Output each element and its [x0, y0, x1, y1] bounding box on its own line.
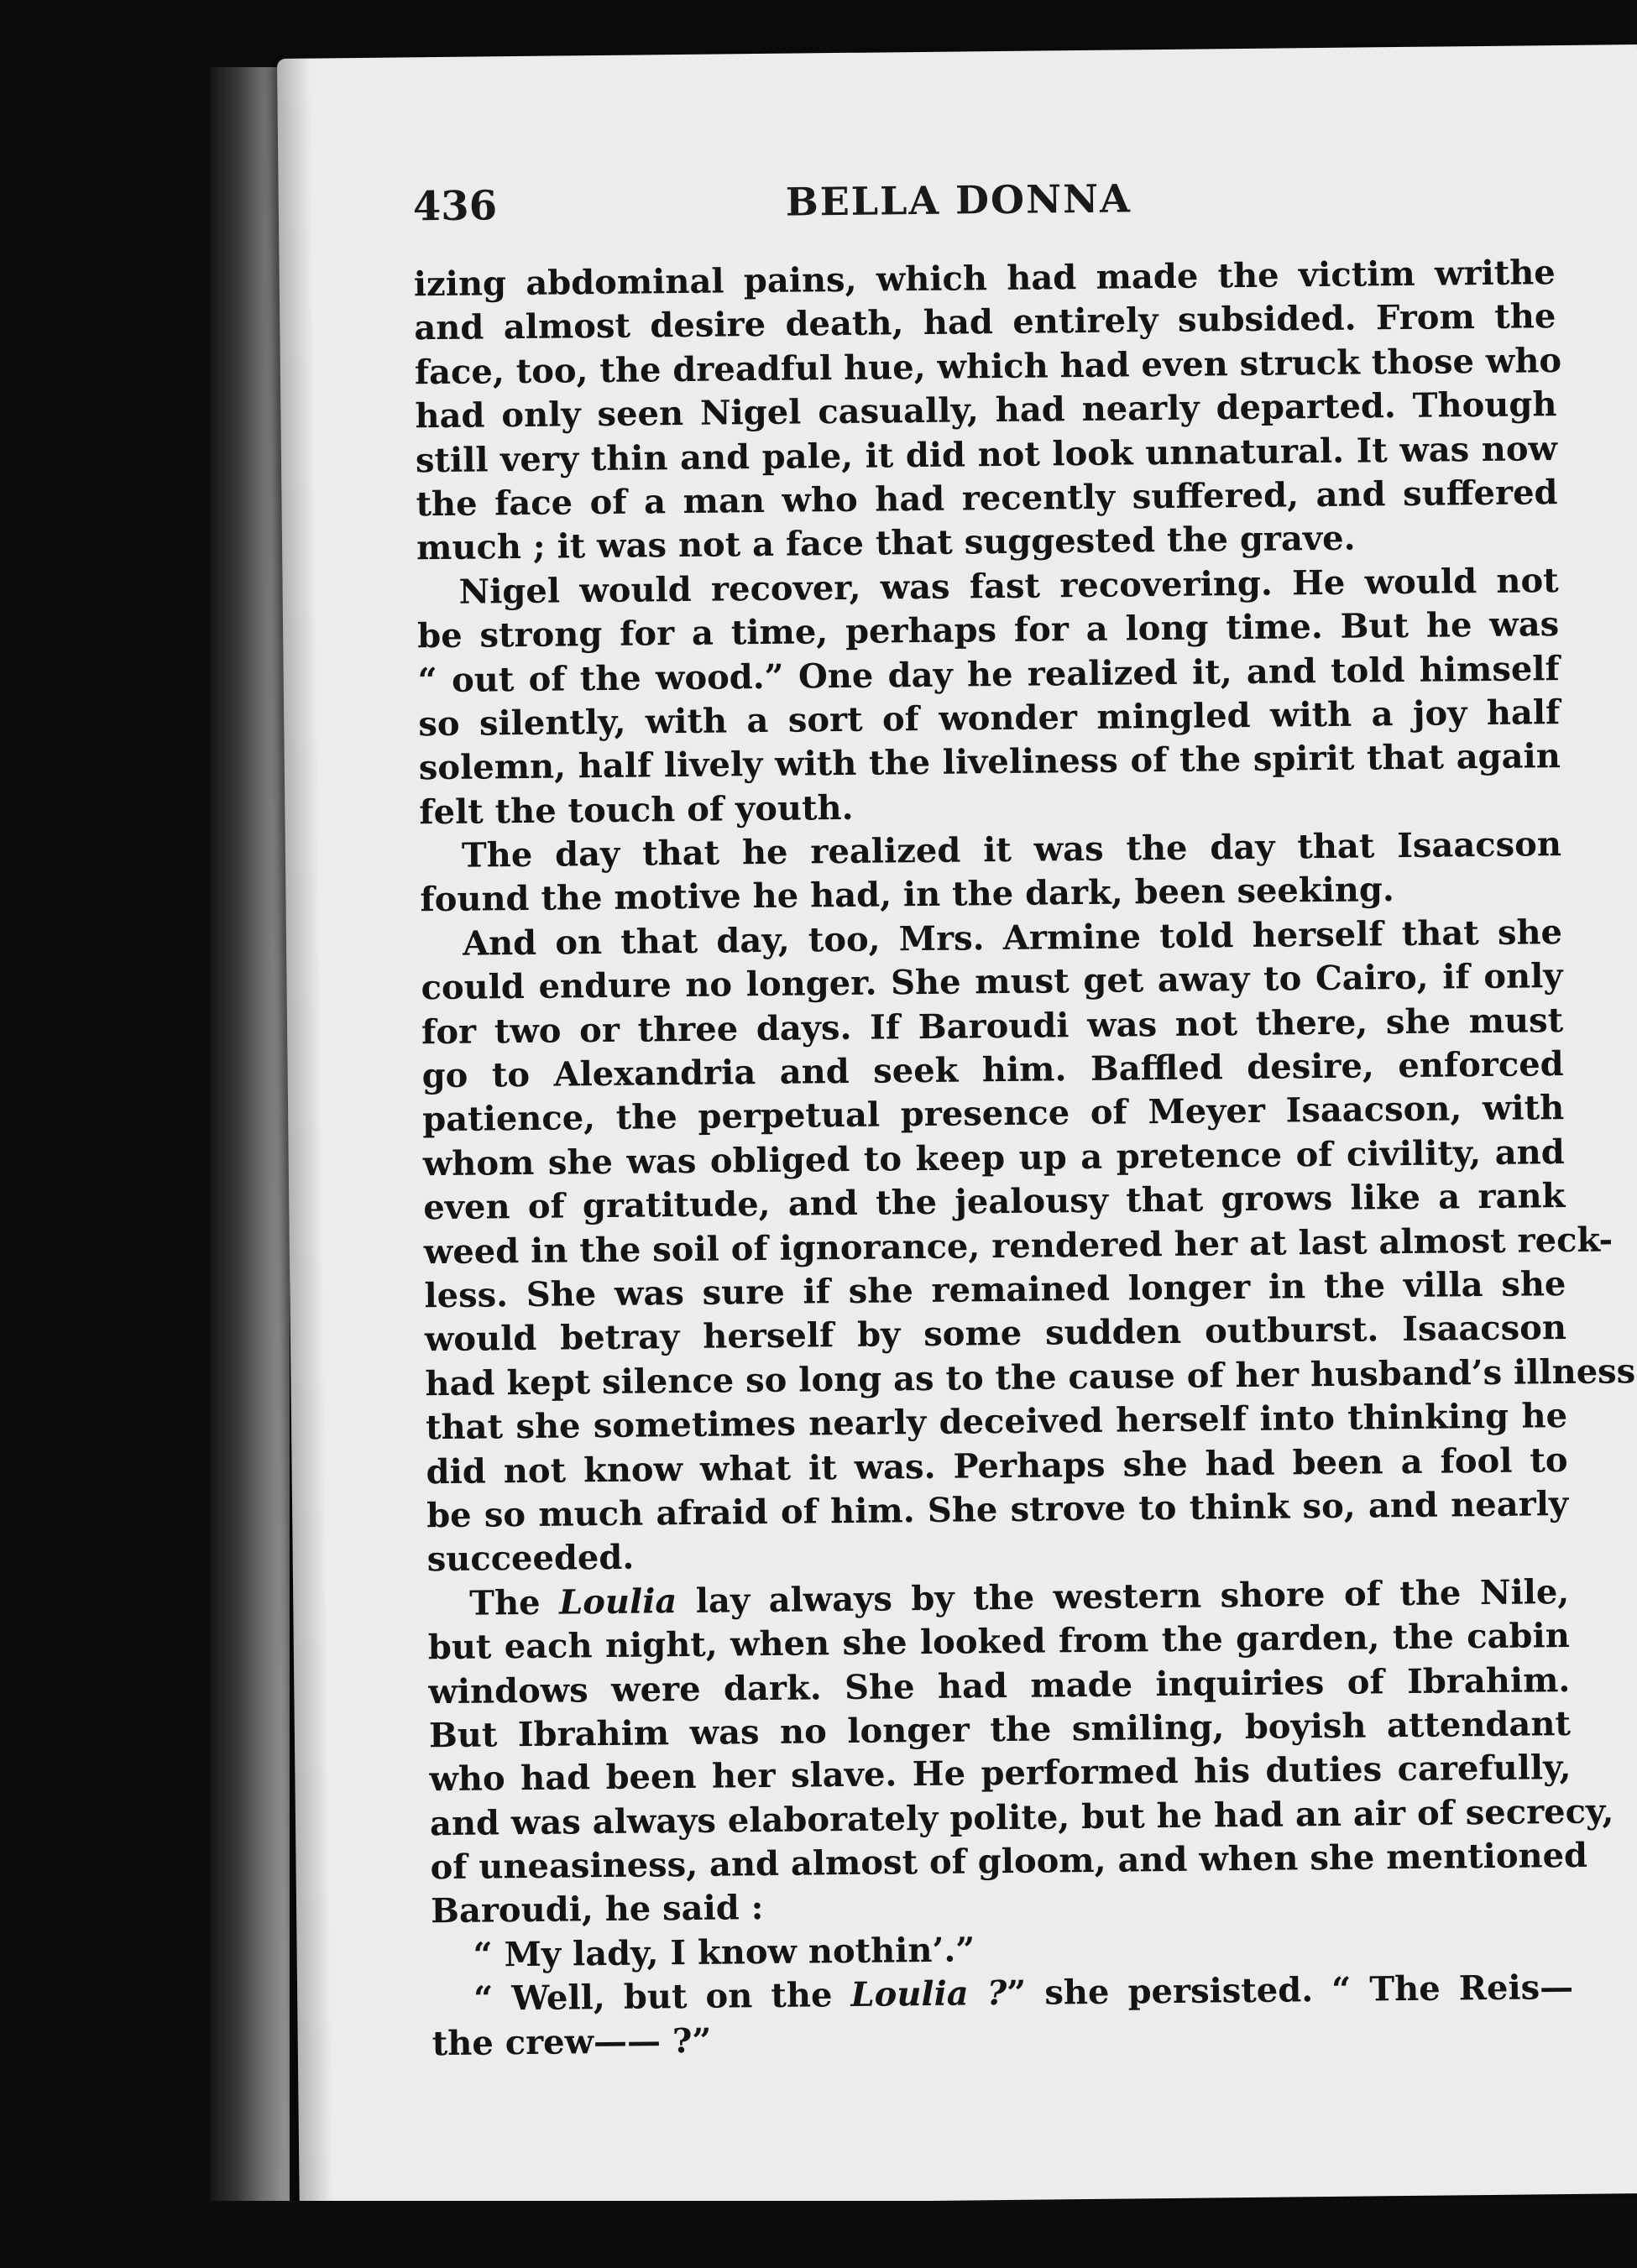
- text-line: solemn, half lively with the liveliness of the spirit that again: [418, 736, 1561, 788]
- text-line: izing abdominal pains, which had made the victim writhe: [413, 253, 1556, 305]
- text-line: had kept silence so long as to the cause of her husband’s illness: [425, 1351, 1636, 1404]
- text-line: still very thin and pale, it did not look unnatural. It was now: [415, 428, 1558, 480]
- text-line: found the motive he had, in the dark, been seeking.: [420, 870, 1394, 920]
- text-line: succeeded.: [426, 1537, 635, 1580]
- text-line: face, too, the dreadful hue, which had even struck those who: [414, 340, 1562, 393]
- text-line: the face of a man who had recently suffered, and suffered: [416, 473, 1558, 525]
- text-line: that she sometimes nearly deceived herself into thinking he: [425, 1396, 1568, 1448]
- text-line: for two or three days. If Baroudi was not there, she must: [421, 1000, 1564, 1052]
- text-span: The: [469, 1582, 560, 1623]
- text-line: so silently, with a sort of wonder mingled with a joy half: [418, 692, 1561, 745]
- text-line: had only seen Nigel casually, had nearly departed. Though: [415, 384, 1557, 436]
- text-line: Nigel would recover, was fast recovering. He would not: [458, 560, 1559, 612]
- text-line: but each night, when she looked from the garden, the cabin: [427, 1616, 1571, 1668]
- text-line: who had been her slave. He performed his duties carefully,: [429, 1748, 1572, 1800]
- text-line: whom she was obliged to keep up a pretence of civility, and: [422, 1131, 1565, 1184]
- text-line: and was always elaborately polite, but he had an air of secrecy,: [429, 1791, 1614, 1843]
- text-line: much ; it was not a face that suggested the grave.: [416, 518, 1356, 568]
- text-line: be strong for a time, perhaps for a long time. But he was: [416, 604, 1560, 656]
- running-head: BELLA DONNA: [785, 175, 1132, 225]
- text-line: be so much afraid of him. She strove to think so, and nearly: [426, 1483, 1569, 1536]
- text-span: lay always by the western shore of the Nile,: [677, 1571, 1570, 1621]
- text-line: the crew—— ?”: [431, 2020, 712, 2063]
- text-line: “ out of the wood.” One day he realized it, and told himself: [417, 648, 1560, 700]
- text-line: less. She was sure if she remained longer in the villa she: [424, 1263, 1566, 1316]
- text-line: go to Alexandria and seek him. Baffled desire, enforced: [421, 1044, 1564, 1096]
- page-header: [413, 172, 1505, 243]
- text-line: weed in the soil of ignorance, rendered her at last almost reck-: [423, 1220, 1613, 1272]
- scan-border: [0, 2201, 1637, 2268]
- text-line: even of gratitude, and the jealousy that grows like a rank: [423, 1176, 1566, 1228]
- page-number: 436: [412, 182, 498, 231]
- text-span: ” she persisted. “ The Reis—: [1007, 1968, 1574, 2014]
- body-text: [413, 251, 1636, 2066]
- text-line: and almost desire death, had entirely subsided. From the: [414, 296, 1556, 348]
- text-line: Baroudi, he said :: [430, 1888, 764, 1931]
- text-line: could endure no longer. She must get away to Cairo, if only: [421, 956, 1563, 1008]
- text-line: But Ibrahim was no longer the smiling, boyish attendant: [428, 1703, 1572, 1756]
- ship-name: Loulia ?: [850, 1973, 1007, 2015]
- ship-name: Loulia: [558, 1581, 677, 1623]
- book-page: [277, 44, 1637, 2208]
- text-line: The day that he realized it was the day that Isaacson: [461, 824, 1562, 875]
- text-line: of uneasiness, and almost of gloom, and when she mentioned: [430, 1835, 1588, 1888]
- text-line: patience, the perpetual presence of Meyer Isaacson, with: [422, 1088, 1565, 1140]
- text-line: windows were dark. She had made inquiries of Ibrahim.: [428, 1659, 1571, 1711]
- text-line: felt the touch of youth.: [419, 787, 854, 832]
- text-line: would betray herself by some sudden outburst. Isaacson: [424, 1308, 1567, 1360]
- text-line: And on that day, too, Mrs. Armine told herself that she: [462, 912, 1563, 964]
- text-line: did not know what it was. Perhaps she had been a fool to: [426, 1440, 1568, 1492]
- text-span: “ Well, but on the: [473, 1975, 851, 2019]
- text-line: “ My lady, I know nothin’.”: [473, 1930, 975, 1975]
- book-gutter: [210, 67, 290, 2268]
